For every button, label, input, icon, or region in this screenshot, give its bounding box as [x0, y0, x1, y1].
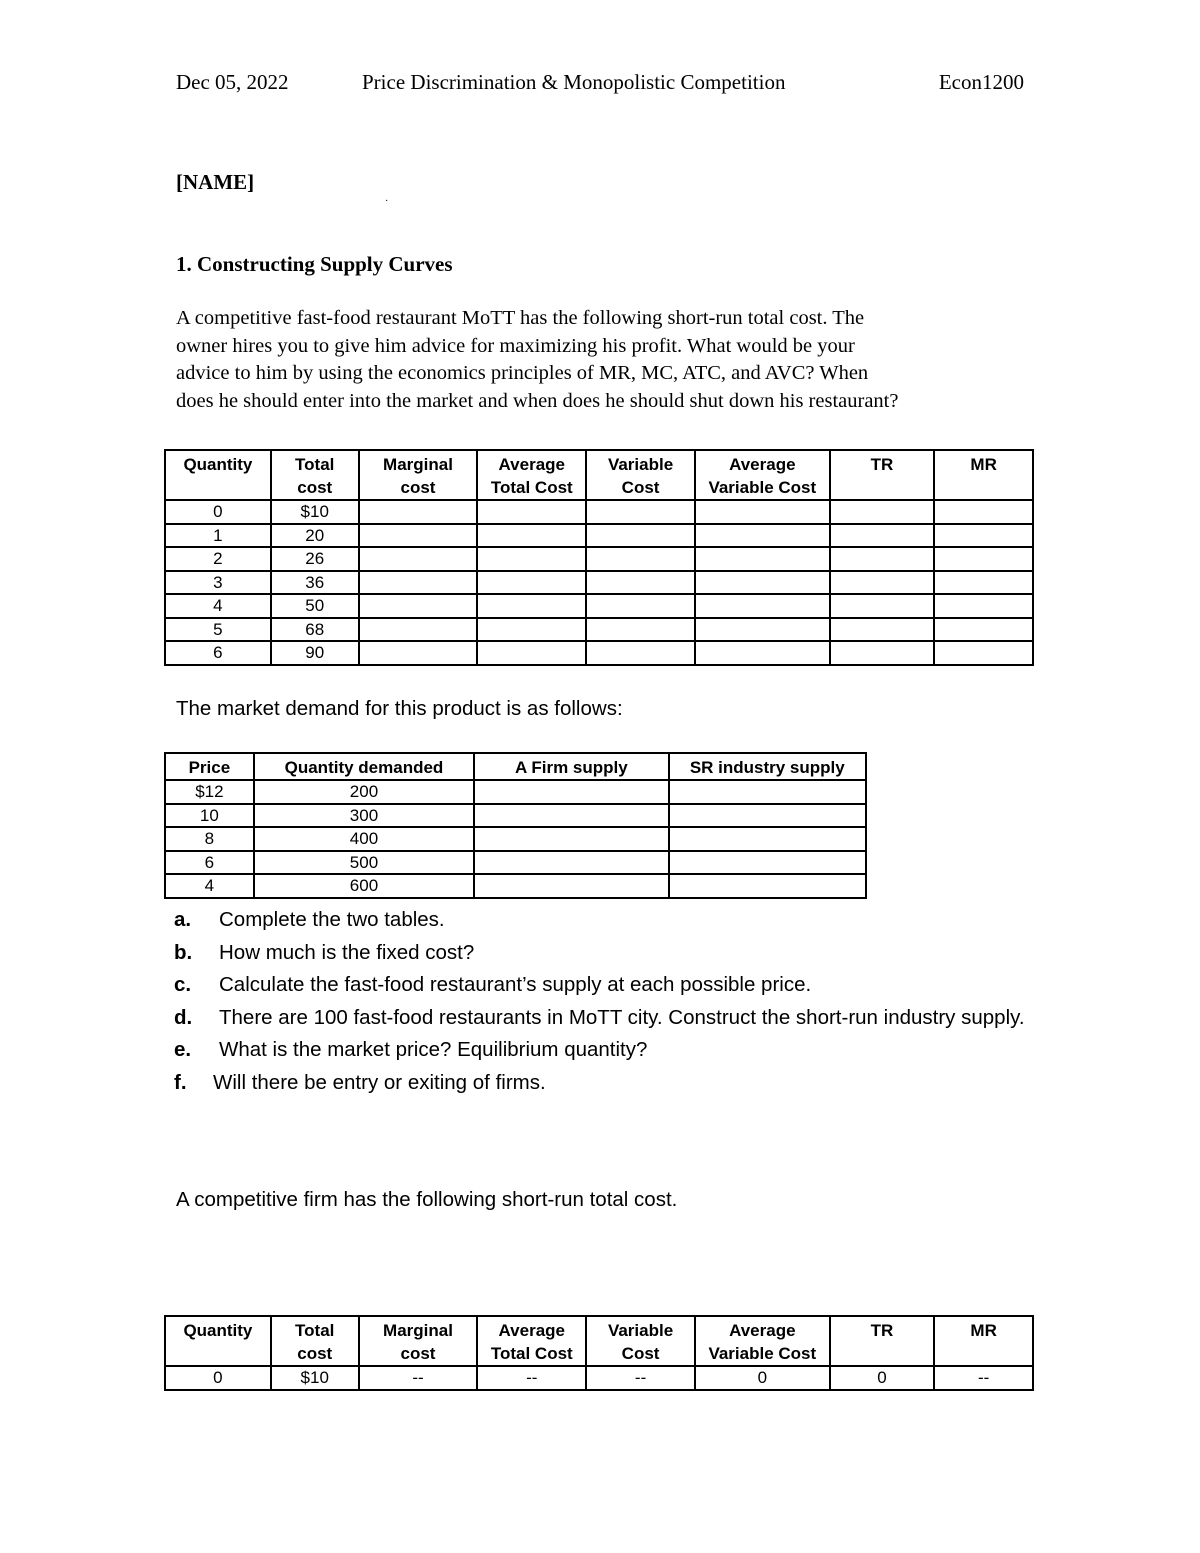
- intro-line: does he should enter into the market and when does he should shut down his restaurant?: [176, 389, 899, 412]
- cell: [474, 827, 668, 851]
- cell: [830, 547, 935, 571]
- intro-line: A competitive fast-food restaurant MoTT has the following short-run total cost. The: [176, 307, 865, 329]
- question-list: [174, 906, 1034, 1101]
- header-cell: A Firm supply: [474, 753, 668, 780]
- cell: [934, 594, 1033, 618]
- question-label: e.: [174, 1038, 192, 1061]
- question-text: Calculate the fast-food restaurant’s supply at each possible price.: [219, 973, 812, 996]
- cell: [477, 500, 586, 524]
- cell: 0: [830, 1366, 935, 1390]
- cell: 4: [165, 594, 271, 618]
- table-header-row: [165, 753, 866, 780]
- header-cell: Quantity demanded: [254, 753, 474, 780]
- header-cell: Marginal cost: [359, 1316, 478, 1366]
- header-cell: Quantity: [165, 1316, 271, 1366]
- table-row: [165, 594, 1033, 618]
- cell: 36: [271, 571, 359, 595]
- cost-table: [164, 449, 1034, 666]
- header-cell: Average Variable Cost: [695, 450, 830, 500]
- cell: 300: [254, 804, 474, 828]
- header-cell: Marginal cost: [359, 450, 478, 500]
- cell: 4: [165, 874, 254, 898]
- cell: 1: [165, 524, 271, 548]
- table-row: [165, 618, 1033, 642]
- cell: 50: [271, 594, 359, 618]
- cell: 3: [165, 571, 271, 595]
- header-cell: TR: [830, 450, 935, 500]
- header-cell: MR: [934, 450, 1033, 500]
- cell: 8: [165, 827, 254, 851]
- question-item: [174, 939, 1034, 967]
- cell: 600: [254, 874, 474, 898]
- question-item: [174, 1004, 1034, 1032]
- cell: [477, 618, 586, 642]
- intro-line: owner hires you to give him advice for maximizing his profit. What would be your: [176, 334, 855, 357]
- cell: [669, 804, 866, 828]
- cell: [586, 618, 695, 642]
- cell: 0: [165, 500, 271, 524]
- cell: [695, 500, 830, 524]
- question-text: Will there be entry or exiting of firms.: [213, 1070, 546, 1094]
- header-cell: Average Total Cost: [477, 450, 586, 500]
- cell: [474, 780, 668, 804]
- cell: [695, 618, 830, 642]
- header-cell: Quantity: [165, 450, 271, 500]
- name-field: [NAME]: [176, 170, 255, 194]
- cell: [669, 851, 866, 875]
- cell: [359, 641, 478, 665]
- question-label: f.: [174, 1070, 187, 1094]
- table-row: [165, 804, 866, 828]
- cell: 2: [165, 547, 271, 571]
- cell: [934, 571, 1033, 595]
- cell: [934, 641, 1033, 665]
- question-label: d.: [174, 1005, 193, 1029]
- cell: 68: [271, 618, 359, 642]
- cell: [359, 524, 478, 548]
- question-text: There are 100 fast-food restaurants in MoTT city. Construct the short-run industry supply.: [219, 1005, 1025, 1029]
- cell: [695, 594, 830, 618]
- question-text: How much is the fixed cost?: [219, 940, 475, 964]
- question-item: [174, 971, 1034, 999]
- intro-paragraph: [176, 305, 1026, 415]
- table-row: [165, 641, 1033, 665]
- section-title: 1. Constructing Supply Curves: [176, 252, 453, 276]
- cell: [359, 547, 478, 571]
- cell: [830, 618, 935, 642]
- cell: [586, 524, 695, 548]
- cell: $10: [271, 1366, 359, 1390]
- cell: [695, 571, 830, 595]
- header-date: Dec 05, 2022: [176, 70, 289, 94]
- cell: 0: [165, 1366, 271, 1390]
- cell: [669, 827, 866, 851]
- cell: [586, 547, 695, 571]
- page-header: [176, 70, 1024, 100]
- cell: [830, 594, 935, 618]
- stray-dot: ·: [385, 196, 389, 207]
- cell: [934, 618, 1033, 642]
- header-cell: Average Total Cost: [477, 1316, 586, 1366]
- cell: [695, 524, 830, 548]
- cell: 10: [165, 804, 254, 828]
- question-item: [174, 906, 1034, 934]
- question-item: [174, 1069, 1034, 1097]
- cell: [477, 571, 586, 595]
- table-row: [165, 500, 1033, 524]
- cell: [474, 804, 668, 828]
- cell: --: [359, 1366, 478, 1390]
- cell: [586, 500, 695, 524]
- cell: 26: [271, 547, 359, 571]
- cell: [695, 641, 830, 665]
- table-row: [165, 1366, 1033, 1390]
- cost-table-2: [164, 1315, 1034, 1391]
- table-row: [165, 571, 1033, 595]
- table-row: [165, 874, 866, 898]
- cell: [830, 524, 935, 548]
- cell: [474, 851, 668, 875]
- cell: [359, 571, 478, 595]
- cell: 90: [271, 641, 359, 665]
- cell: 400: [254, 827, 474, 851]
- table-header-row: [165, 450, 1033, 500]
- cell: [830, 571, 935, 595]
- table-row: [165, 827, 866, 851]
- cell: [934, 547, 1033, 571]
- cell: [934, 500, 1033, 524]
- cell: $10: [271, 500, 359, 524]
- table-header-row: [165, 1316, 1033, 1366]
- cell: $12: [165, 780, 254, 804]
- question-label: a.: [174, 908, 192, 931]
- cell: 6: [165, 641, 271, 665]
- header-cell: MR: [934, 1316, 1033, 1366]
- cell: [695, 547, 830, 571]
- header-cell: Variable Cost: [586, 1316, 695, 1366]
- header-cell: TR: [830, 1316, 935, 1366]
- header-cell: Total cost: [271, 450, 359, 500]
- cell: [830, 641, 935, 665]
- cell: [477, 594, 586, 618]
- header-title: Price Discrimination & Monopolistic Competition: [362, 70, 786, 94]
- cell: 6: [165, 851, 254, 875]
- table-row: [165, 524, 1033, 548]
- cell: --: [586, 1366, 695, 1390]
- cell: --: [477, 1366, 586, 1390]
- cell: [669, 874, 866, 898]
- table-row: [165, 851, 866, 875]
- competitive-intro: A competitive firm has the following short-run total cost.: [176, 1188, 678, 1211]
- cell: [359, 500, 478, 524]
- question-text: What is the market price? Equilibrium quantity?: [219, 1038, 648, 1061]
- cell: [934, 524, 1033, 548]
- question-label: c.: [174, 973, 192, 996]
- cell: [477, 547, 586, 571]
- header-cell: Price: [165, 753, 254, 780]
- cell: [477, 641, 586, 665]
- question-item: [174, 1036, 1034, 1064]
- header-cell: Variable Cost: [586, 450, 695, 500]
- cell: [586, 641, 695, 665]
- cell: --: [934, 1366, 1033, 1390]
- cell: [586, 594, 695, 618]
- question-text: Complete the two tables.: [219, 908, 445, 931]
- cell: [359, 594, 478, 618]
- cell: [359, 618, 478, 642]
- cell: 0: [695, 1366, 830, 1390]
- table-row: [165, 780, 866, 804]
- demand-intro: The market demand for this product is as follows:: [176, 697, 623, 720]
- cell: [586, 571, 695, 595]
- header-cell: SR industry supply: [669, 753, 866, 780]
- cell: [474, 874, 668, 898]
- cell: [669, 780, 866, 804]
- intro-line: advice to him by using the economics principles of MR, MC, ATC, and AVC? When: [176, 362, 869, 384]
- cell: 20: [271, 524, 359, 548]
- question-label: b.: [174, 940, 193, 964]
- table-row: [165, 547, 1033, 571]
- cell: [830, 500, 935, 524]
- cell: [477, 524, 586, 548]
- cell: 500: [254, 851, 474, 875]
- header-cell: Total cost: [271, 1316, 359, 1366]
- demand-table: [164, 752, 867, 899]
- header-cell: Average Variable Cost: [695, 1316, 830, 1366]
- header-course: Econ1200: [938, 70, 1024, 94]
- cell: 200: [254, 780, 474, 804]
- cell: 5: [165, 618, 271, 642]
